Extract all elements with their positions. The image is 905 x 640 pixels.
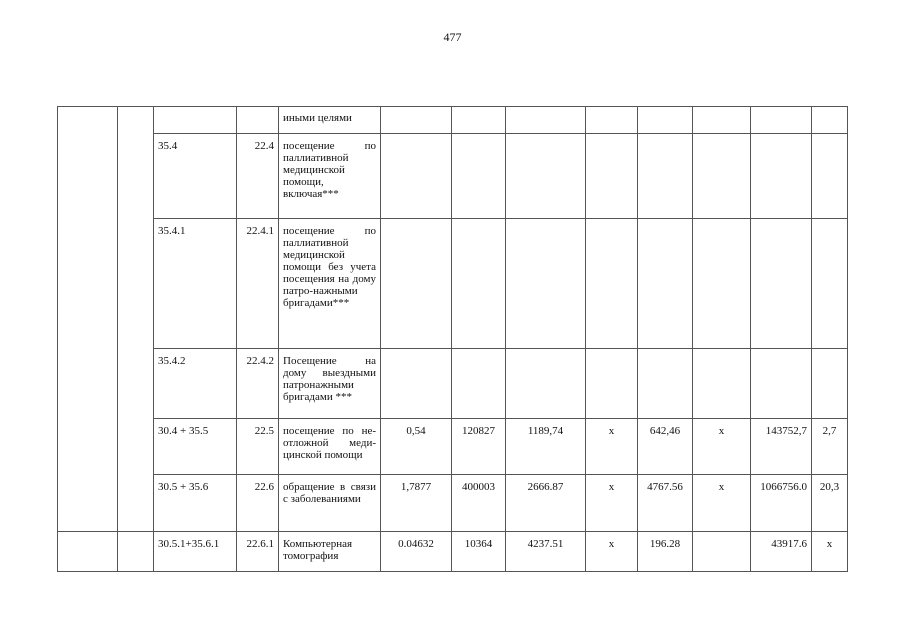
- description-cell: иными целями: [279, 107, 381, 134]
- code-cell: 35.4: [154, 134, 237, 219]
- description-cell: обращение в связи с заболеваниями: [279, 475, 381, 532]
- value-cell: 10364: [452, 532, 506, 572]
- value-cell: [751, 107, 812, 134]
- value-cell: 143752,7: [751, 419, 812, 475]
- value-cell: [638, 219, 693, 349]
- value-cell: [381, 134, 452, 219]
- value-cell: 0.04632: [381, 532, 452, 572]
- code-cell: 35.4.2: [154, 349, 237, 419]
- code2-cell: [237, 107, 279, 134]
- code-cell: 30.5.1+35.6.1: [154, 532, 237, 572]
- value-cell: [638, 134, 693, 219]
- value-cell: [381, 219, 452, 349]
- code-cell: 30.4 + 35.5: [154, 419, 237, 475]
- value-cell: 120827: [452, 419, 506, 475]
- value-cell: х: [586, 532, 638, 572]
- value-cell: 642,46: [638, 419, 693, 475]
- value-cell: 196.28: [638, 532, 693, 572]
- value-cell: [812, 219, 848, 349]
- value-cell: [812, 134, 848, 219]
- value-cell: [638, 349, 693, 419]
- value-cell: [506, 219, 586, 349]
- value-cell: 2666.87: [506, 475, 586, 532]
- value-cell: 20,3: [812, 475, 848, 532]
- blank-cell: [58, 532, 118, 572]
- table-row: [58, 349, 848, 419]
- description-cell: посещение по не-отложной меди-цинской помощи: [279, 419, 381, 475]
- description-cell: Компьютерная томография: [279, 532, 381, 572]
- description-cell: Посещение на дому выездными патронажными бригадами ***: [279, 349, 381, 419]
- value-cell: [751, 349, 812, 419]
- code2-cell: 22.5: [237, 419, 279, 475]
- value-cell: 1189,74: [506, 419, 586, 475]
- value-cell: 4237.51: [506, 532, 586, 572]
- code2-cell: 22.6: [237, 475, 279, 532]
- value-cell: [751, 134, 812, 219]
- value-cell: х: [586, 419, 638, 475]
- value-cell: [693, 107, 751, 134]
- blank-cell: [58, 107, 118, 532]
- blank-cell: [118, 107, 154, 532]
- value-cell: [452, 107, 506, 134]
- page-number: 477: [443, 30, 462, 44]
- table-row: [58, 475, 848, 532]
- value-cell: [506, 134, 586, 219]
- value-cell: [506, 349, 586, 419]
- value-cell: х: [693, 475, 751, 532]
- value-cell: 1,7877: [381, 475, 452, 532]
- code-cell: 35.4.1: [154, 219, 237, 349]
- code2-cell: 22.4.2: [237, 349, 279, 419]
- description-cell: посещение по паллиативной медицинской помощи без учета посещения на дому патро-нажными бригадами***: [279, 219, 381, 349]
- table-row: [58, 419, 848, 475]
- value-cell: [586, 107, 638, 134]
- value-cell: [586, 349, 638, 419]
- value-cell: 43917.6: [751, 532, 812, 572]
- code-cell: [154, 107, 237, 134]
- value-cell: [812, 349, 848, 419]
- table-row: [58, 107, 848, 134]
- value-cell: [693, 532, 751, 572]
- code2-cell: 22.4: [237, 134, 279, 219]
- value-cell: [693, 219, 751, 349]
- code2-cell: 22.4.1: [237, 219, 279, 349]
- value-cell: х: [812, 532, 848, 572]
- value-cell: х: [693, 419, 751, 475]
- value-cell: [638, 107, 693, 134]
- value-cell: [693, 134, 751, 219]
- value-cell: [381, 107, 452, 134]
- value-cell: [586, 134, 638, 219]
- table-row: [58, 219, 848, 349]
- value-cell: [812, 107, 848, 134]
- value-cell: [693, 349, 751, 419]
- value-cell: [452, 134, 506, 219]
- value-cell: 0,54: [381, 419, 452, 475]
- value-cell: 1066756.0: [751, 475, 812, 532]
- data-table: [57, 106, 848, 572]
- blank-cell: [118, 532, 154, 572]
- value-cell: [452, 349, 506, 419]
- value-cell: 2,7: [812, 419, 848, 475]
- value-cell: 4767.56: [638, 475, 693, 532]
- code-cell: 30.5 + 35.6: [154, 475, 237, 532]
- code2-cell: 22.6.1: [237, 532, 279, 572]
- table-row: [58, 134, 848, 219]
- value-cell: [751, 219, 812, 349]
- table-row: [58, 532, 848, 572]
- value-cell: х: [586, 475, 638, 532]
- value-cell: [452, 219, 506, 349]
- value-cell: 400003: [452, 475, 506, 532]
- value-cell: [586, 219, 638, 349]
- value-cell: [506, 107, 586, 134]
- description-cell: посещение по паллиативной медицинской помощи, включая***: [279, 134, 381, 219]
- value-cell: [381, 349, 452, 419]
